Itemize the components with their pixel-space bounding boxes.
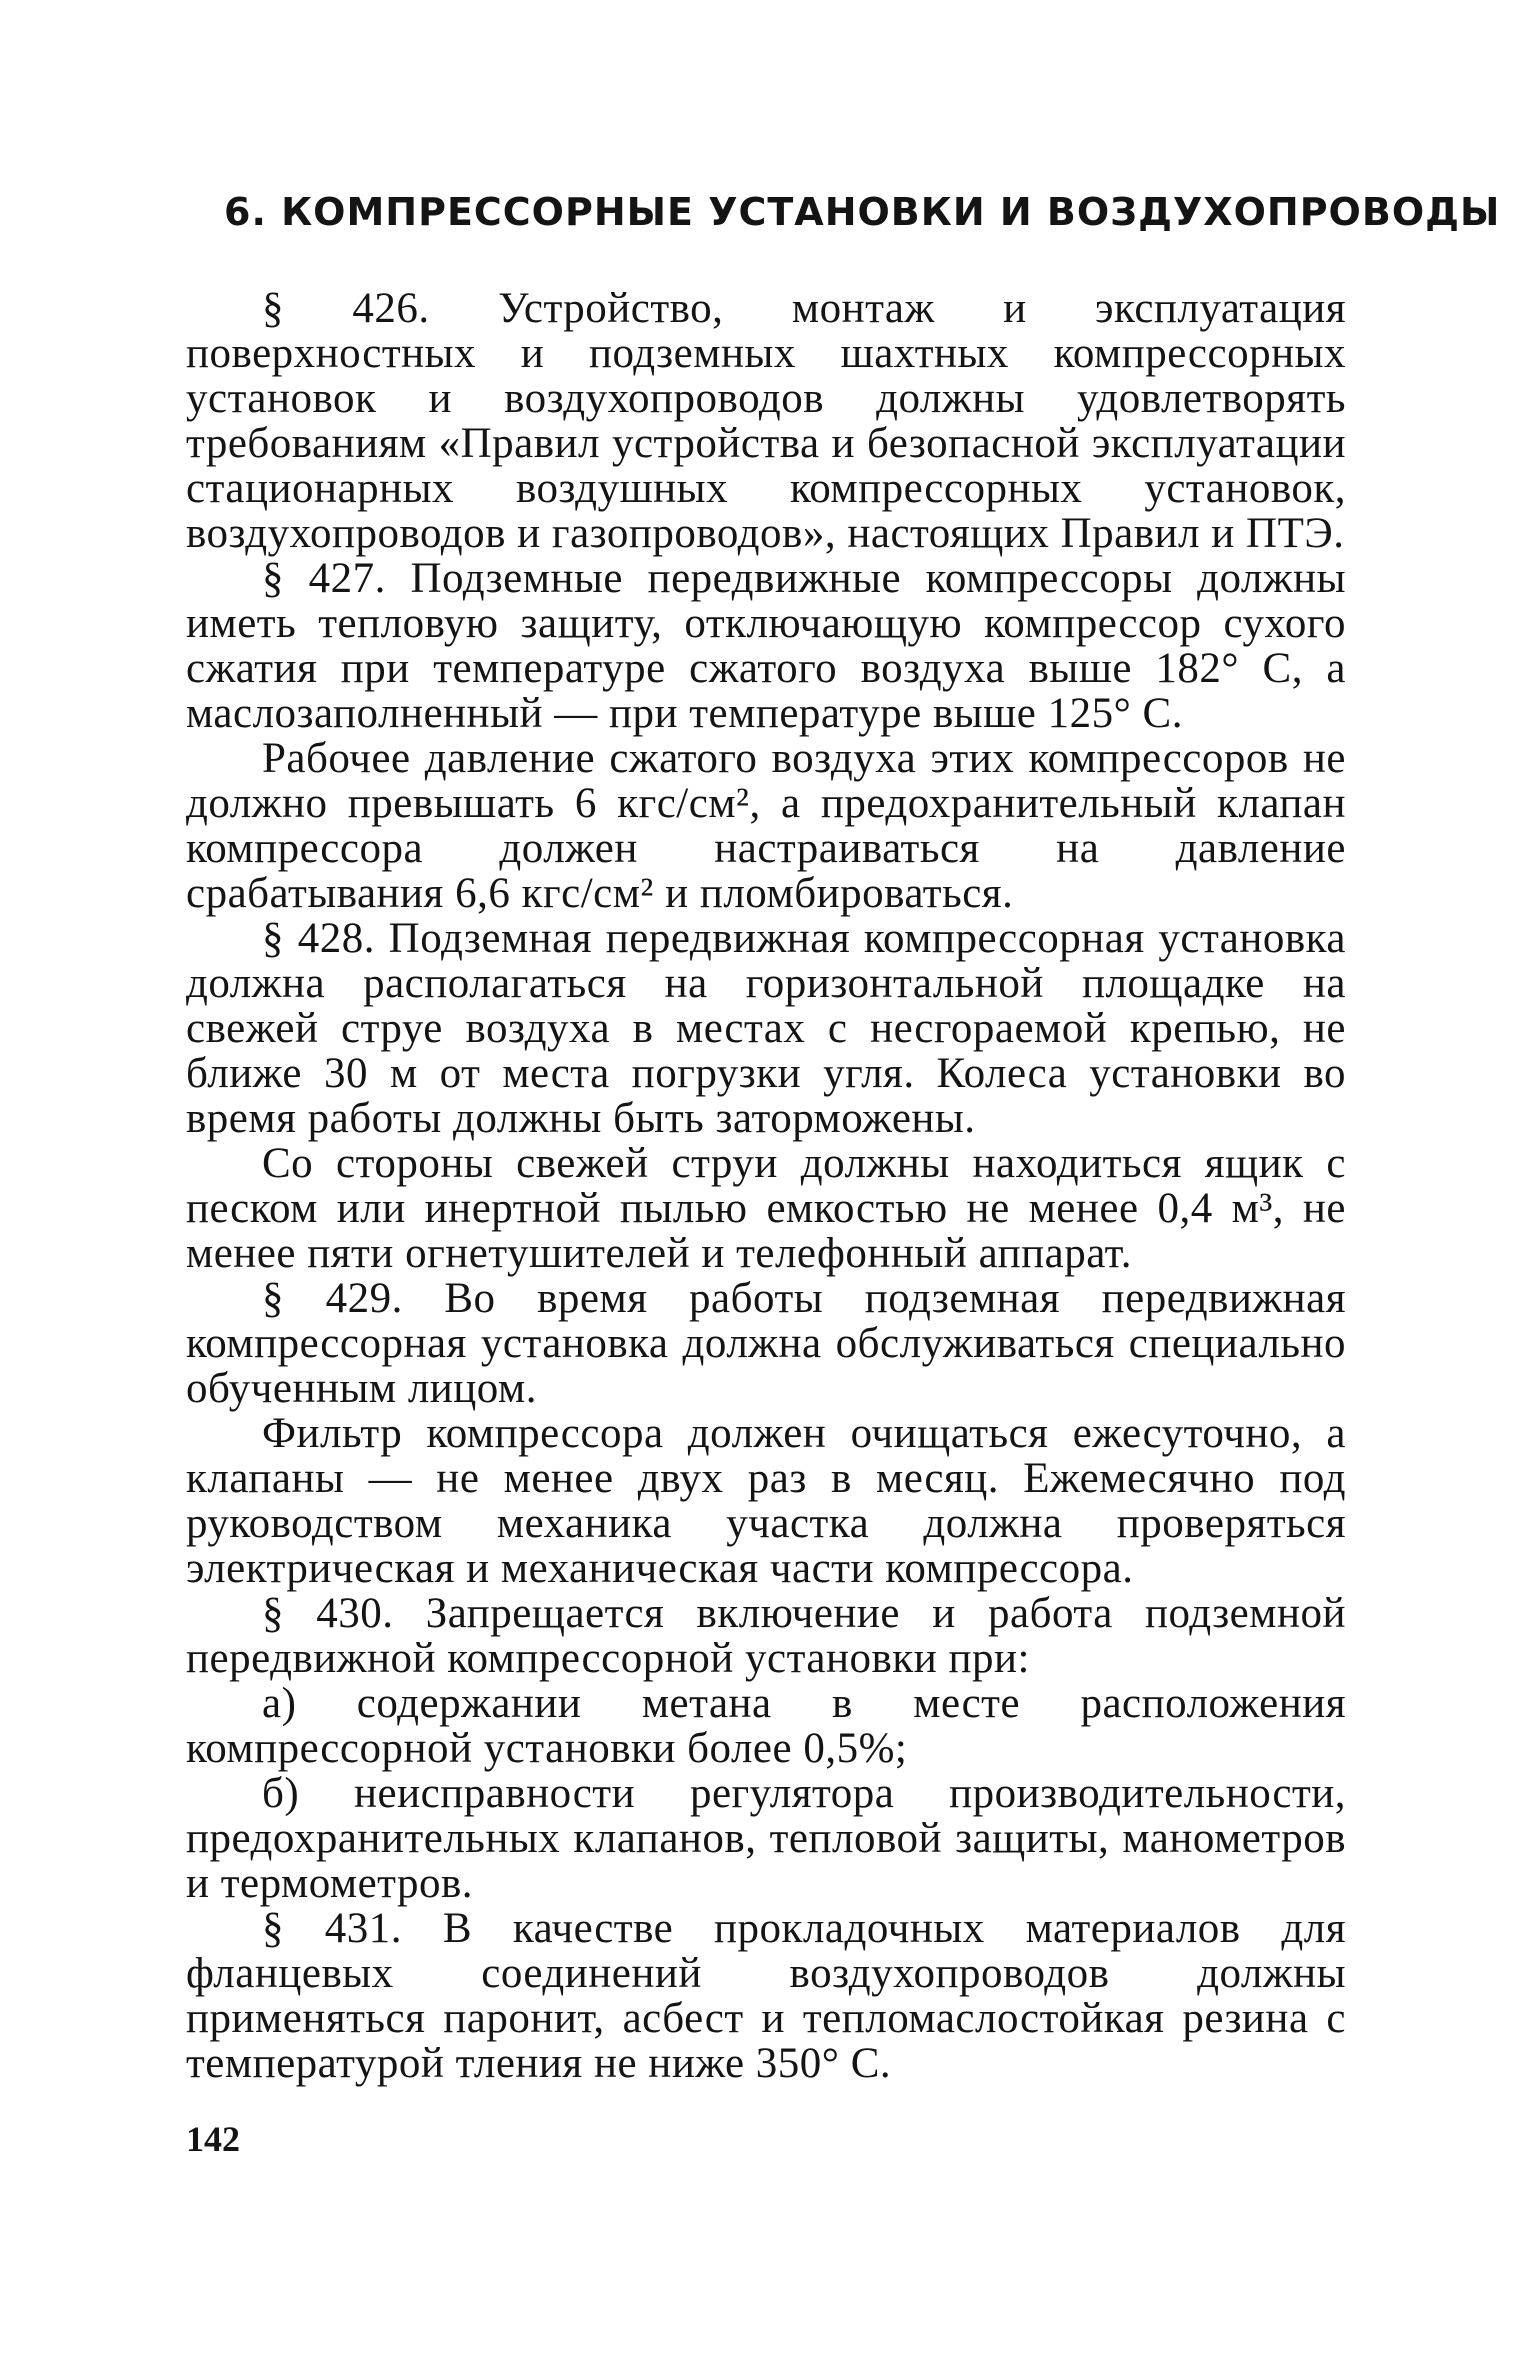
paragraph-429: § 429. Во время работы подземная передвижная компрессорная установка должна обслуживаться специально обученным лицом. [186,1275,1346,1412]
body-text [186,286,1346,2086]
paragraph-430: § 430. Запрещается включение и работа подземной передвижной компрессорной установки при: [186,1590,1346,1682]
paragraph-431: § 431. В качестве прокладочных материалов для фланцевых соединений воздухопроводов должны применяться паронит, асбест и тепломаслостойкая резина с температурой тления не ниже 350° С. [186,1905,1346,2087]
list-item-b: б) неисправности регулятора производительности, предохранительных клапанов, тепловой защиты, манометров и термометров. [186,1770,1346,1907]
paragraph-428: § 428. Подземная передвижная компрессорная установка должна располагаться на горизонтальной площадке на свежей струе воздуха в местах с несгораемой крепью, не ближе 30 м от места погрузки угля. Колеса установки во время работы должны быть заторможены. [186,915,1346,1142]
paragraph-427: § 427. Подземные передвижные компрессоры должны иметь тепловую защиту, отключающую компрессор сухого сжатия при температуре сжатого воздуха выше 182° С, а маслозаполненный — при температуре выше 125° С. [186,555,1346,737]
section-heading: 6. КОМПРЕССОРНЫЕ УСТАНОВКИ И ВОЗДУХОПРОВОДЫ [224,190,1501,234]
paragraph-427-pressure: Рабочее давление сжатого воздуха этих компрессоров не должно превышать 6 кгс/см², а предохранительный клапан компрессора должен настраиваться на давление срабатывания 6,6 кгс/см² и пломбироваться. [186,735,1346,917]
paragraph-426: § 426. Устройство, монтаж и эксплуатация поверхностных и подземных шахтных компрессорных установок и воздухопроводов должны удовлетворять требованиям «Правил устройства и безопасной эксплуатации стационарных воздушных компрессорных установок, воздухопроводов и газопроводов», настоящих Правил и ПТЭ. [186,285,1346,557]
book-page [186,0,1501,2362]
page-number: 142 [186,2119,240,2159]
list-item-a: а) содержании метана в месте расположения компрессорной установки более 0,5%; [186,1680,1346,1772]
paragraph-429-filter: Фильтр компрессора должен очищаться ежесуточно, а клапаны — не менее двух раз в месяц. Ежемесячно под руководством механика участка должна проверяться электрическая и механическая части компрессора. [186,1410,1346,1592]
paragraph-428-equipment: Со стороны свежей струи должны находиться ящик с песком или инертной пылью емкостью не менее 0,4 м³, не менее пяти огнетушителей и телефонный аппарат. [186,1140,1346,1277]
